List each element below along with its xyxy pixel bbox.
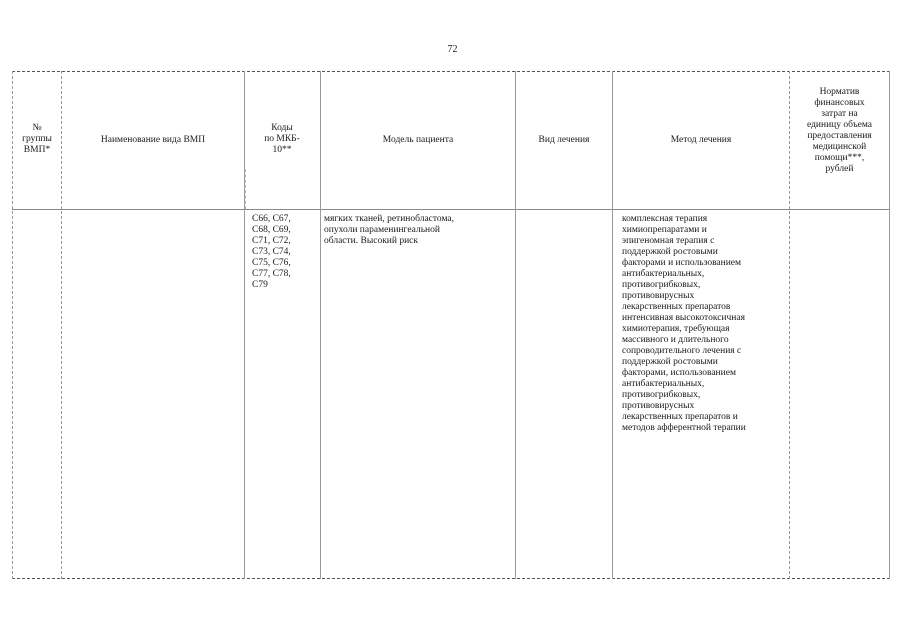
method-line: лекарственных препаратов: [622, 302, 731, 312]
col-border: [612, 71, 613, 579]
mkb-code-line: C73, C74,: [252, 247, 291, 257]
method-line: химиопрепаратами и: [622, 225, 707, 235]
col-border: [12, 71, 13, 579]
table-bottom-border: [12, 578, 890, 579]
mkb-code-line: C66, C67,: [252, 214, 291, 224]
method-line: поддержкой ростовыми: [622, 357, 718, 367]
method-line: методов афферентной терапии: [622, 423, 746, 433]
header-mkb-codes: Коды по МКБ- 10**: [264, 123, 300, 155]
patient-model-line: мягких тканей, ретинобластома,: [324, 214, 455, 224]
header-cost-standard: Норматив финансовых затрат на единицу объема предоставления медицинской помощи***, рублей: [806, 87, 873, 174]
mkb-code-line: C79: [252, 280, 268, 290]
patient-model-line: опухоли параменингеальной: [324, 225, 440, 235]
patient-model-line: области. Высокий риск: [324, 236, 419, 246]
header-vmp-name: Наименование вида ВМП: [100, 135, 206, 145]
row-patient-model: [324, 214, 516, 247]
col-border: [515, 71, 516, 579]
method-line: интенсивная высокотоксичная: [622, 313, 745, 323]
table-top-border: [12, 71, 890, 72]
method-line: противогрибковых,: [622, 280, 701, 290]
col-border: [61, 71, 62, 579]
page-number: 72: [447, 44, 458, 55]
mkb-code-line: C77, C78,: [252, 269, 291, 279]
method-line: сопроводительного лечения с: [622, 346, 742, 356]
mkb-code-line: C75, C76,: [252, 258, 291, 268]
vmp-table: [12, 71, 890, 579]
method-line: эпигеномная терапия с: [622, 236, 715, 246]
mkb-code-line: C68, C69,: [252, 225, 291, 235]
method-line: факторами, использованием: [622, 368, 736, 378]
method-line: антибактериальных,: [622, 269, 705, 279]
header-treatment-type: Вид лечения: [538, 135, 590, 145]
col-border: [244, 71, 245, 579]
method-line: противовирусных: [622, 291, 695, 301]
method-line: лекарственных препаратов и: [622, 412, 738, 422]
method-line: противовирусных: [622, 401, 695, 411]
row-treatment-method: [622, 214, 792, 434]
header-treatment-method: Метод лечения: [670, 135, 732, 145]
method-line: факторами и использованием: [622, 258, 742, 268]
header-patient-model: Модель пациента: [382, 135, 454, 145]
header-separator: [12, 209, 890, 210]
method-line: массивного и длительного: [622, 335, 729, 345]
col-border: [320, 71, 321, 579]
method-line: химиотерапия, требующая: [622, 324, 730, 334]
method-line: противогрибковых,: [622, 390, 701, 400]
header-group-no: № группы ВМП*: [22, 123, 52, 155]
method-line: антибактериальных,: [622, 379, 705, 389]
method-line: комплексная терапия: [622, 214, 708, 224]
col-border: [889, 71, 890, 579]
mkb-code-line: C71, C72,: [252, 236, 291, 246]
row-mkb-codes: [252, 214, 320, 291]
codes-header-divider: [245, 169, 246, 209]
method-line: поддержкой ростовыми: [622, 247, 718, 257]
